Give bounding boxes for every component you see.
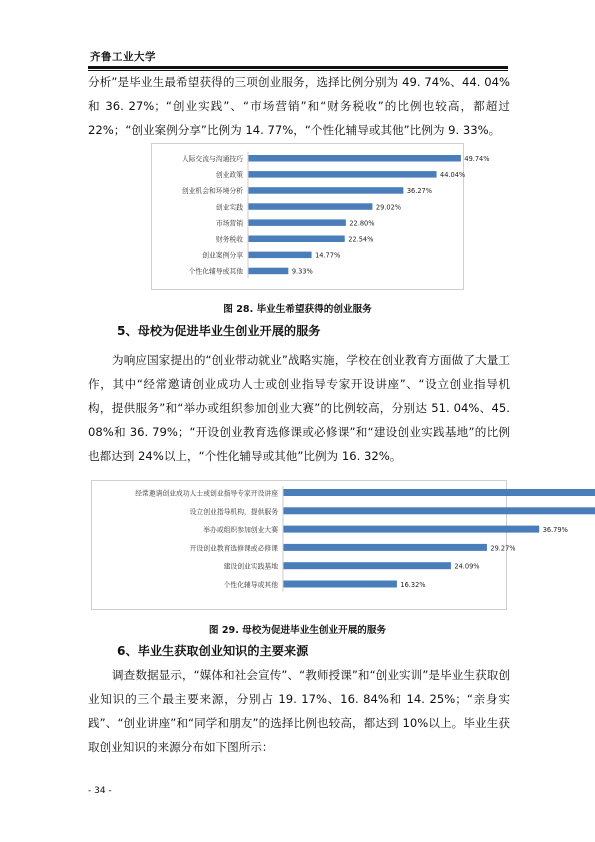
paragraph-knowledge-sources: 调查数据显示，“媒体和社会宣传”、“教师授课”和“创业实训”是毕业生获取创业知识的三个最主要来源，分别占 19. 17%、16. 84%和 14. 25%；“亲身实践”、“创业讲座”和“同学和朋友”的选择比例也较高，都达到 10%以上。毕业生获取创业知识的来源分布如下图所示： bbox=[88, 668, 510, 754]
data-label: 36.27% bbox=[406, 187, 433, 196]
section-heading-6: 6、毕业生获取创业知识的主要来源 bbox=[117, 644, 309, 658]
data-label: 9.33% bbox=[291, 267, 313, 276]
header-rule bbox=[88, 66, 508, 69]
category-label: 创业机会和环境分析 bbox=[181, 187, 243, 196]
data-label: 24.09% bbox=[454, 562, 480, 571]
section-heading-5: 5、母校为促进毕业生创业开展的服务 bbox=[117, 324, 321, 338]
category-label: 经常邀请创业成功人士或创业指导专家开设讲座 bbox=[135, 489, 278, 498]
bar bbox=[284, 507, 595, 514]
bar bbox=[249, 171, 437, 178]
figure-29-caption: 图 29. 母校为促进毕业生创业开展的服务 bbox=[208, 625, 387, 636]
bar bbox=[284, 562, 451, 569]
bar bbox=[249, 252, 312, 259]
data-label: 16.32% bbox=[400, 581, 426, 589]
paragraph-school-services: 为响应国家提出的“创业带动就业”战略实施，学校在创业教育方面做了大量工作，其中“经常邀请创业成功人士或创业指导专家开设讲座”、“设立创业指导机构，提供服务”和“举办或组织参加创业大赛”的比例较高，分别达 51. 04%、45. 08%和 36. 79%；“开设创业教育选修课或必修课”和“建设创业实践基地”的比例也都达到 24%以上，“个性化辅导或其他”比例为 16. 32%。 bbox=[88, 353, 510, 463]
category-label: 人际交流与沟通技巧 bbox=[181, 155, 243, 163]
bar bbox=[284, 489, 595, 496]
category-label: 财务税收 bbox=[215, 235, 243, 244]
bar bbox=[249, 268, 289, 275]
category-label: 个性化辅导或其他 bbox=[188, 267, 243, 276]
category-label: 建设创业实践基地 bbox=[223, 562, 278, 571]
figure-28-caption: 图 28. 毕业生希望获得的创业服务 bbox=[223, 304, 372, 315]
data-label: 22.54% bbox=[348, 235, 374, 244]
data-label: 36.79% bbox=[542, 526, 568, 535]
category-label: 设立创业指导机构，提供服务 bbox=[189, 507, 278, 516]
paragraph-intro: 分析”是毕业生最希望获得的三项创业服务，选择比例分别为 49. 74%、44. 04%和 36. 27%；“创业实践”、“市场营销”和“财务税收”的比例也较高，都超过 22%；“创业案例分享”比例为 14. 77%，“个性化辅导或其他”比例为 9. 33%。 bbox=[88, 75, 510, 137]
bar bbox=[284, 544, 487, 551]
category-label: 开设创业教育选修课或必修课 bbox=[189, 544, 278, 553]
bar bbox=[249, 187, 404, 194]
category-label: 创业政策 bbox=[215, 171, 243, 180]
chart-school-services-svg bbox=[92, 481, 568, 609]
bar bbox=[284, 581, 397, 588]
bar bbox=[249, 236, 345, 243]
data-label: 29.02% bbox=[375, 203, 402, 212]
category-label: 举办或组织参加创业大赛 bbox=[203, 526, 278, 535]
bar bbox=[284, 526, 540, 533]
page-number: - 34 - bbox=[88, 786, 112, 796]
data-label: 44.04% bbox=[440, 171, 466, 180]
chart-school-services bbox=[91, 480, 568, 610]
data-label: 14.77% bbox=[315, 251, 341, 260]
data-label: 29.27% bbox=[490, 544, 516, 553]
bar bbox=[249, 219, 346, 226]
data-label: 49.74% bbox=[464, 155, 490, 163]
data-label: 22.80% bbox=[349, 219, 375, 228]
category-label: 创业实践 bbox=[215, 203, 243, 212]
bar bbox=[249, 203, 373, 210]
category-label: 市场营销 bbox=[215, 219, 243, 228]
chart-desired-services bbox=[151, 143, 490, 290]
chart-desired-services-svg bbox=[152, 144, 490, 289]
category-label: 创业案例分享 bbox=[202, 251, 243, 260]
category-label: 个性化辅导或其他 bbox=[223, 581, 278, 589]
header-title: 齐鲁工业大学 bbox=[90, 51, 156, 63]
bar bbox=[249, 155, 461, 162]
